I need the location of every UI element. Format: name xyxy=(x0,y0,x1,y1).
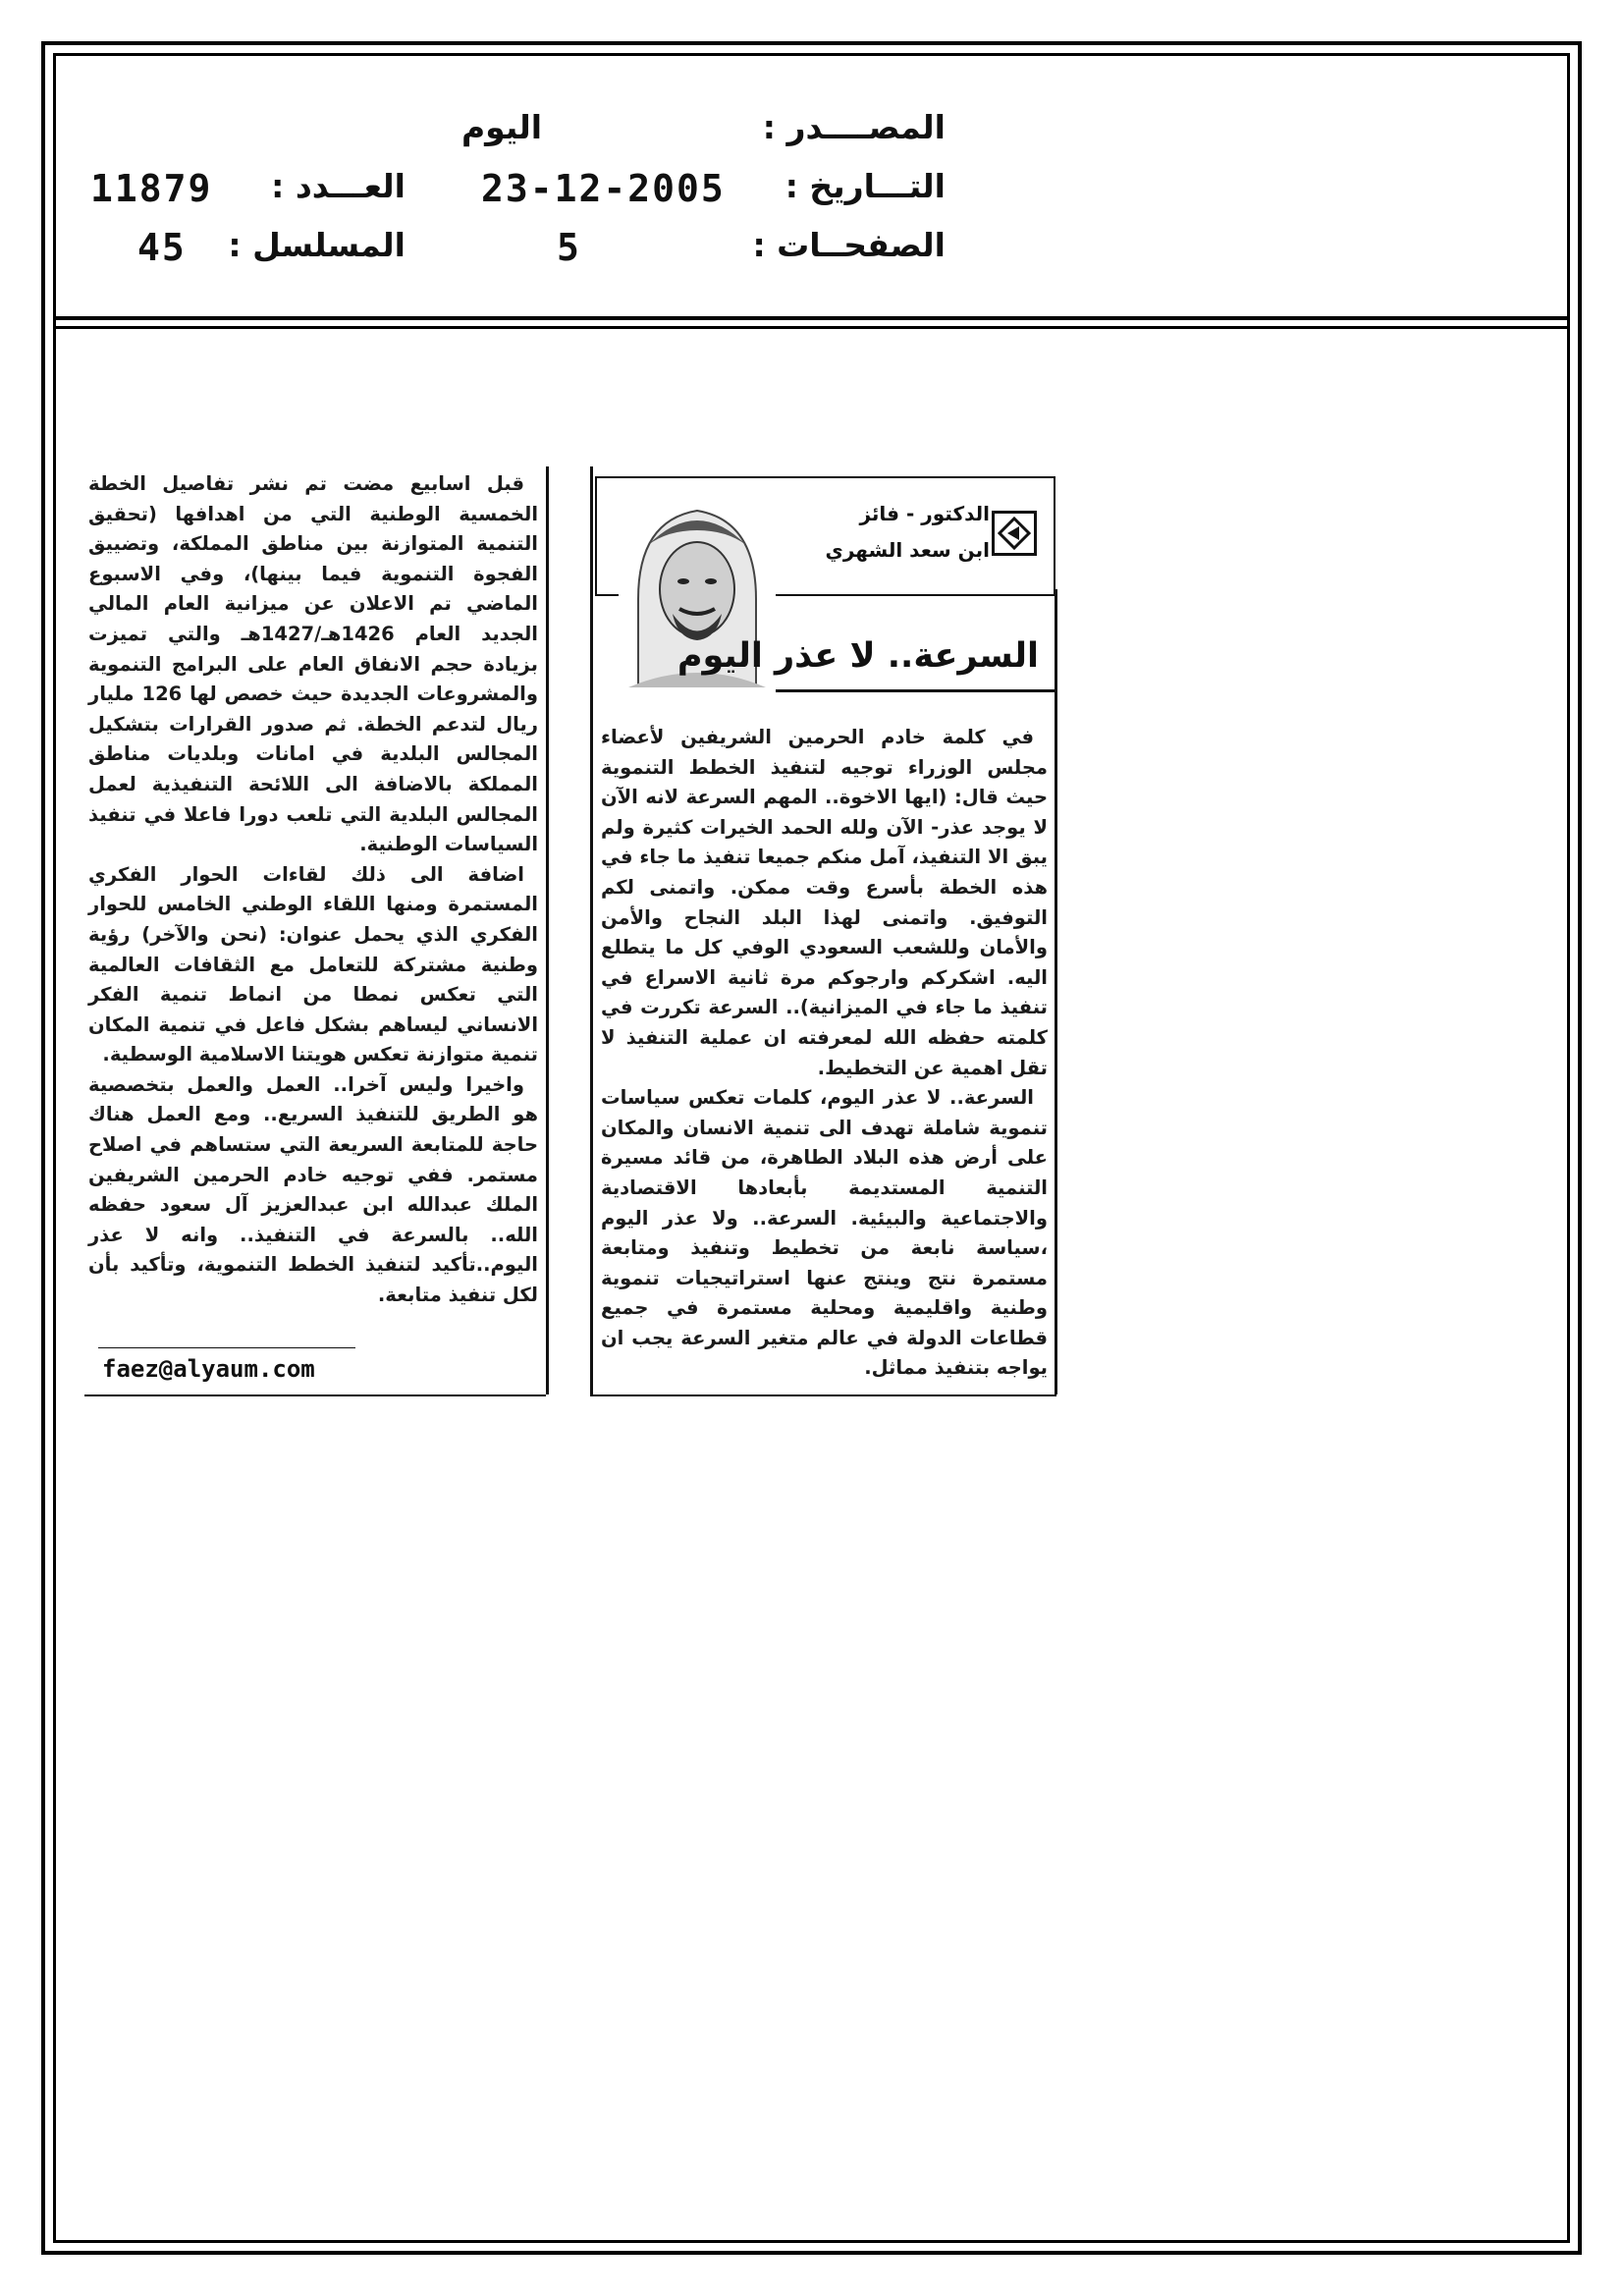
article-right-column xyxy=(601,723,1048,1384)
article-title: السرعة.. لا عذر اليوم xyxy=(676,636,1039,676)
column-rule-middle xyxy=(590,466,593,1394)
author-name-line2: ابن سعد الشهري xyxy=(825,538,990,562)
article-left-column xyxy=(88,469,538,1311)
header-separator xyxy=(53,316,1570,320)
title-underline xyxy=(776,689,1055,692)
column-rule-left xyxy=(546,466,549,1394)
issue-value: 11879 xyxy=(90,167,213,210)
left-paragraph-1: قبل اسابيع مضت تم نشر تفاصيل الخطة الخمسية الوطنية التي من اهدافها (تحقيق التنمية المتوازنة بين مناطق المملكة، وتضييق الفجوة التنموية فيما بينها)، وفي الاسبوع الماضي تم الاعلان عن ميزانية العام المالي الجديد العام 1426هـ/1427هـ والتي تميزت بزيادة حجم الانفاق العام على البرامج التنموية والمشروعات الجديدة حيث خصص لها 126 مليار ريال لتدعم الخطة. ثم صدور القرارات بتشكيل المجالس البلدية في امانات وبلديات مناطق المملكة بالاضافة الى اللائحة التنفيذية لعمل المجالس البلدية التي تلعب دورا فاعلا في تنفيذ السياسات الوطنية. xyxy=(88,472,538,856)
source-label: المصــــدر : xyxy=(762,108,946,146)
author-name-line1: الدكتور - فائز xyxy=(859,502,990,525)
left-paragraph-2: اضافة الى ذلك لقاءات الحوار الفكري المستمرة ومنها اللقاء الوطني الخامس للحوار الفكري الذي يحمل عنوان: (نحن والآخر) رؤية وطنية مشتركة للتعامل مع الثقافات العالمية التي تعكس نمطا من انماط تنمية الفكر الانساني ليساهم بشكل فاعل في تنمية المكان تنمية متوازنة تعكس هويتنا الاسلامية الوسطية. xyxy=(88,862,538,1066)
bottom-rule-right xyxy=(590,1394,1056,1396)
email-rule xyxy=(98,1347,355,1348)
pages-label: الصفحــات : xyxy=(752,226,946,264)
date-label: التـــاريخ : xyxy=(784,167,946,205)
author-email: faez@alyaum.com xyxy=(102,1355,315,1383)
bottom-rule-left xyxy=(84,1394,546,1396)
issue-label: العـــدد : xyxy=(271,167,406,205)
left-paragraph-3: واخيرا وليس آخرا.. العمل والعمل بتخصصية هو الطريق للتنفيذ السريع.. ومع العمل هناك حاجة للمتابعة السريعة التي ستساهم في اصلاح مستمر. ففي توجيه خادم الحرمين الشريفين الملك عبدالله ابن عبدالعزيز آل سعود حفظه الله.. بالسرعة في التنفيذ.. وانه لا عذر اليوم..تأكيد لتنفيذ الخطط التنموية، وتأكيد بأن لكل تنفيذ متابعة. xyxy=(88,1072,538,1307)
source-value: اليوم xyxy=(461,108,543,146)
header-separator-2 xyxy=(53,326,1570,329)
diamond-arrow-icon xyxy=(998,517,1031,550)
date-value: 23-12-2005 xyxy=(481,167,726,210)
column-rule-right xyxy=(1055,589,1057,1394)
serial-value: 45 xyxy=(137,226,187,269)
section-logo xyxy=(992,511,1037,556)
pages-value: 5 xyxy=(557,226,581,269)
serial-label: المسلسل : xyxy=(228,226,406,264)
right-paragraph-2: السرعة.. لا عذر اليوم، كلمات تعكس سياسات تنموية شاملة تهدف الى تنمية الانسان والمكان على أرض هذه البلاد الطاهرة، من قائد مسيرة التنمية المستديمة بأبعادها الاقتصادية والاجتماعية والبيئية. السرعة.. ولا عذر اليوم ،سياسة نابعة من تخطيط وتنفيذ ومتابعة مستمرة نتج وينتج عنها استراتيجيات تنموية وطنية واقليمية ومحلية مستمرة في جميع قطاعات الدولة في عالم متغير السرعة يجب ان يواجه بتنفيذ مماثل. xyxy=(601,1086,1048,1380)
right-paragraph-1: في كلمة خادم الحرمين الشريفين لأعضاء مجلس الوزراء توجيه لتنفيذ الخطط التنموية حيث قال: (ايها الاخوة.. المهم السرعة لانه الآن لا يوجد عذر- الآن ولله الحمد الخيرات كثيرة ولم يبق الا التنفيذ، آمل منكم جميعا تنفيذ ما جاء في هذه الخطة بأسرع وقت ممكن. واتمنى لكم التوفيق. واتمنى لهذا البلد النجاح والأمن والأمان وللشعب السعودي الوفي كل ما يتطلع اليه. اشكركم وارجوكم مرة ثانية الاسراع في تنفيذ ما جاء في الميزانية).. السرعة تكررت في كلمته حفظه الله لمعرفته ان عملية التنفيذ لا تقل اهمية عن التخطيط. xyxy=(601,726,1048,1079)
